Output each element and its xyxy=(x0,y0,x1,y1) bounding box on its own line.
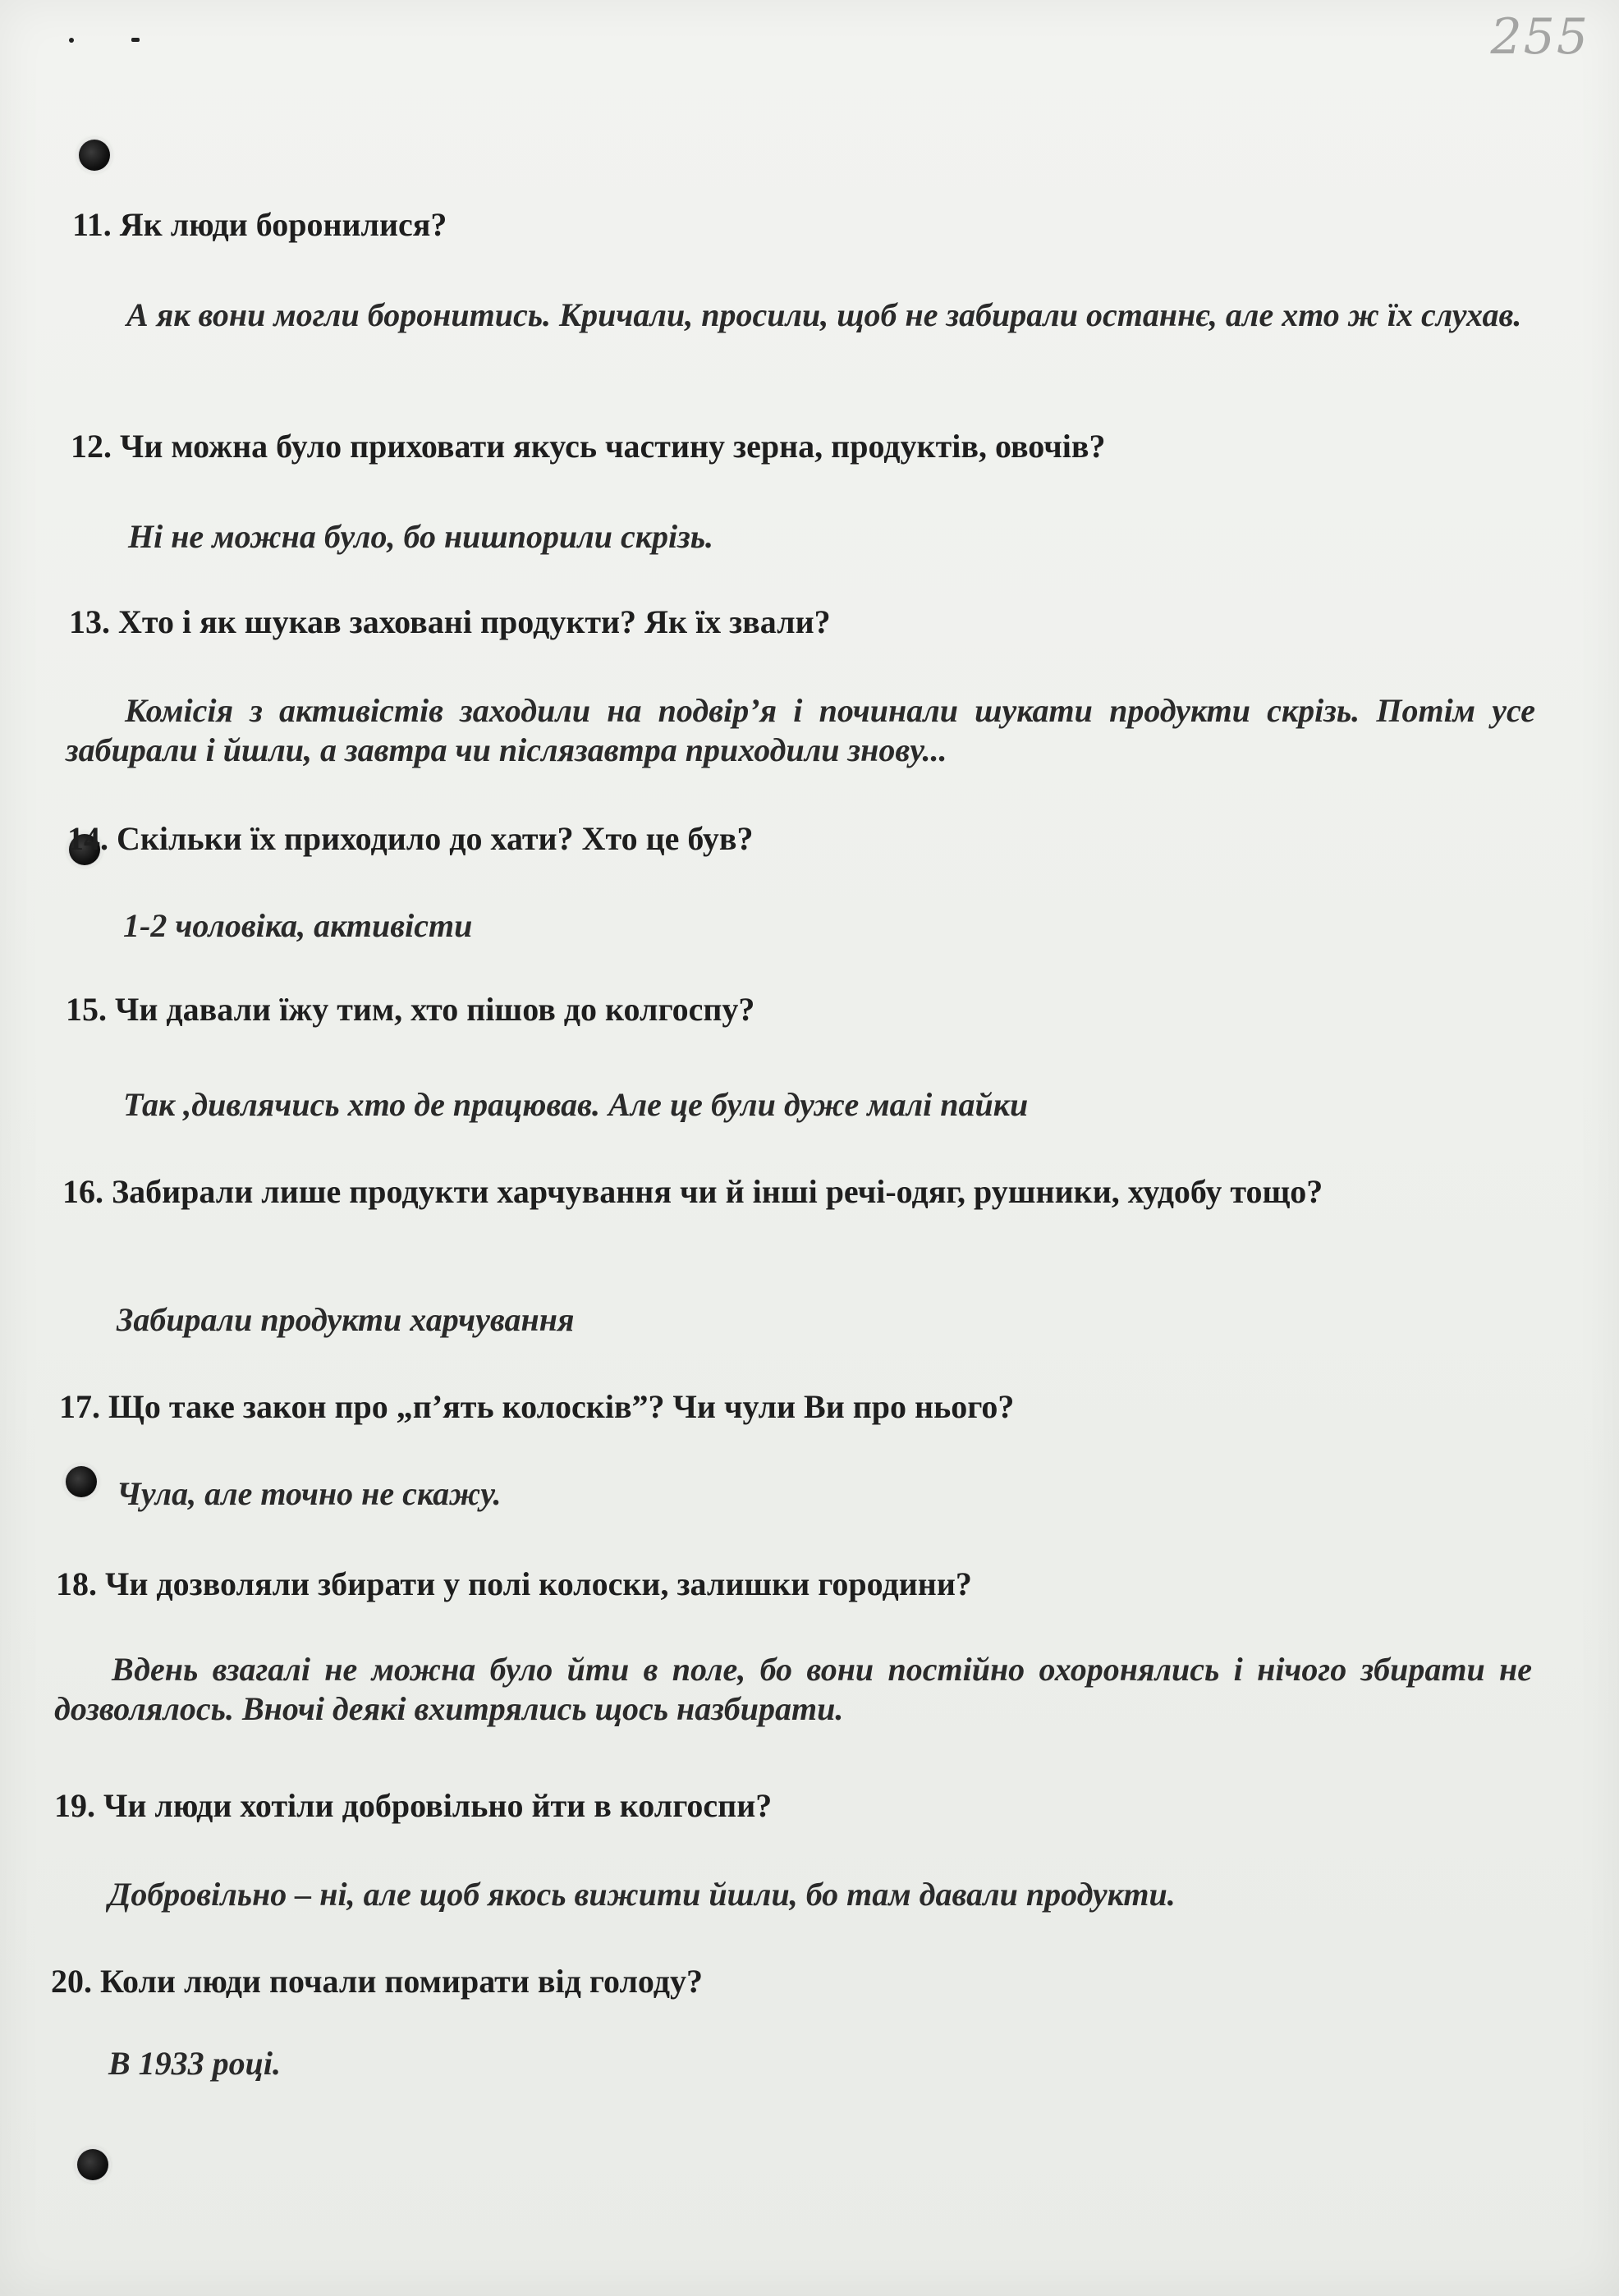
page-number: 255 xyxy=(1490,8,1589,66)
question-13: 13. Хто і як шукав заховані продукти? Як їх звали? xyxy=(69,603,831,640)
question-16: 16. Забирали лише продукти харчування чи й інші речі-одяг, рушники, худобу тощо? xyxy=(62,1173,1323,1210)
question-15: 15. Чи давали їжу тим, хто пішов до колгоспу? xyxy=(66,991,755,1028)
question-19: 19. Чи люди хотіли добровільно йти в колгоспи? xyxy=(54,1787,773,1824)
answer-15: Так ,дивлячись хто де працював. Але це були дуже малі пайки xyxy=(123,1086,1029,1123)
answer-16: Забирали продукти харчування xyxy=(117,1301,575,1338)
answer-13: Комісія з активістів заходили на подвір’я і починали шукати продукти скрізь. Потім усе забирали і йшли, а завтра чи післязавтра приходили знову... xyxy=(66,692,1535,768)
punch-hole-lower-middle xyxy=(66,1466,97,1497)
scan-mark xyxy=(131,38,140,42)
answer-11: А як вони могли боронитись. Кричали, просили, щоб не забирали останнє, але хто ж їх слухав. xyxy=(126,296,1522,333)
question-14: 14. Скільки їх приходило до хати? Хто це був? xyxy=(67,820,754,857)
answer-12: Ні не можна було, бо нишпорили скрізь. xyxy=(128,518,714,555)
scan-mark xyxy=(69,38,74,43)
punch-hole-top xyxy=(79,140,110,171)
question-12: 12. Чи можна було приховати якусь частину зерна, продуктів, овочів? xyxy=(71,428,1106,465)
answer-20: В 1933 році. xyxy=(108,2045,282,2082)
question-20: 20. Коли люди почали помирати від голоду? xyxy=(51,1963,703,2000)
question-18: 18. Чи дозволяли збирати у полі колоски, залишки городини? xyxy=(56,1565,972,1602)
answer-14: 1-2 чоловіка, активісти xyxy=(123,907,473,944)
answer-17: Чула, але точно не скажу. xyxy=(117,1475,502,1512)
question-11: 11. Як люди боронилися? xyxy=(72,206,447,243)
question-17: 17. Що таке закон про „п’ять колосків”? Чи чули Ви про нього? xyxy=(59,1388,1015,1425)
answer-18: Вдень взагалі не можна було йти в поле, бо вони постійно охоронялись і нічого збирати не дозволялось. Вночі деякі вхитрялись щось назбирати. xyxy=(54,1651,1532,1727)
punch-hole-bottom xyxy=(77,2149,108,2180)
answer-19: Добровільно – ні, але щоб якось вижити йшли, бо там давали продукти. xyxy=(108,1876,1176,1913)
